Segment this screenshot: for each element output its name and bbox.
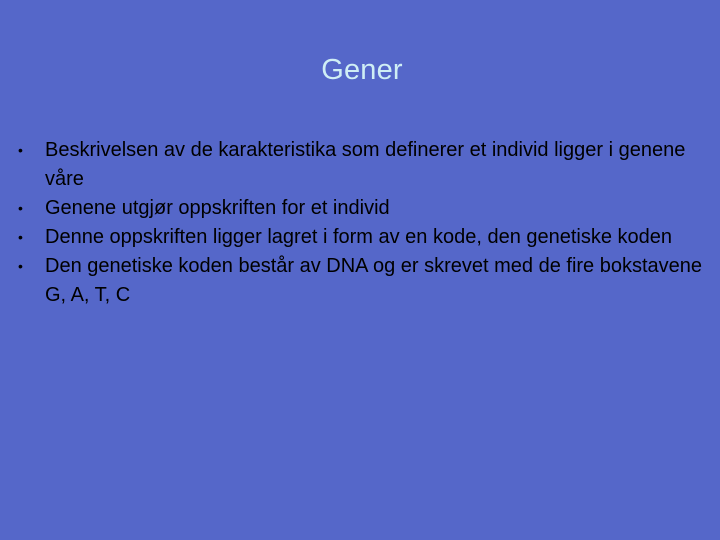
- bullet-dot-icon: •: [18, 142, 23, 158]
- bullet-dot-icon: •: [18, 229, 23, 245]
- bullet-text: Denne oppskriften ligger lagret i form av en kode, den genetiske koden: [45, 226, 673, 248]
- slide-title: Gener: [321, 54, 403, 86]
- bullet-item: [18, 223, 714, 252]
- bullet-list: [18, 136, 714, 310]
- bullet-item: [18, 136, 714, 194]
- bullet-text: Beskrivelsen av de karakteristika som definerer et individ ligger i genene våre: [45, 139, 686, 190]
- bullet-dot-icon: •: [18, 200, 23, 216]
- bullet-text: Genene utgjør oppskriften for et individ: [45, 197, 390, 219]
- bullet-text: Den genetiske koden består av DNA og er skrevet med de fire bokstavene G, A, T, C: [45, 255, 703, 306]
- bullet-item: [18, 252, 714, 310]
- bullet-item: [18, 194, 714, 223]
- bullet-dot-icon: •: [18, 258, 23, 274]
